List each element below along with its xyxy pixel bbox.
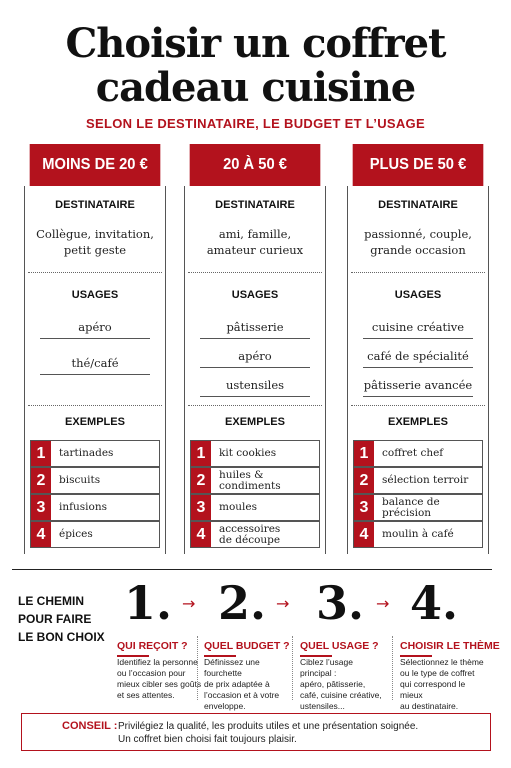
dotted-divider [28,405,162,406]
exemple-text-block [219,470,317,492]
destinataire-line: ami, famille, [218,227,292,241]
step-description-line: et ses attentes. [117,690,175,700]
dotted-divider [351,272,485,273]
step-description-line: l’occasion et à votre [204,690,280,700]
exemple-item [30,494,160,521]
column-border-left [347,186,348,554]
step-description-line: apéro, pâtisserie, [300,679,366,689]
exemple-text [59,441,157,466]
step-description-line: Sélectionnez le thème [400,657,484,667]
budget-column [24,144,166,554]
exemple-item [30,521,160,548]
exemple-item [190,494,320,521]
usage-item: pâtisserie avancée [363,378,473,397]
exemple-line: épices [59,528,93,540]
exemple-item [190,440,320,467]
column-border-left [184,186,185,554]
exemple-text-block [219,448,276,459]
step-description [400,657,486,712]
exemple-text [382,468,480,493]
dotted-divider [188,405,322,406]
destinataire-text [28,226,162,258]
exemple-text-block [59,448,113,459]
destinataire-label: DESTINATAIRE [55,199,135,211]
usage-item: thé/café [40,356,150,375]
step-number: 2. [217,576,267,630]
exemple-text [219,441,317,466]
column-header: PLUS DE 50 € [353,144,484,186]
destinataire-text [351,226,485,258]
exemple-number: 2 [31,468,51,493]
usage-item: ustensiles [200,378,310,397]
exemple-text-block [382,475,468,486]
column-header: 20 À 50 € [190,144,321,186]
destinataire-label: DESTINATAIRE [215,199,295,211]
chemin-line2: POUR FAIRE [18,612,92,626]
usage-item: pâtisserie [200,320,310,339]
exemple-text [382,441,480,466]
exemple-number: 3 [354,495,374,520]
destinataire-line: amateur curieux [206,243,304,257]
step-title: QUI REÇOIT ? [117,640,188,652]
page-title-line1: Choisir un coffret [65,20,446,67]
exemple-text [382,495,480,520]
usages-label: USAGES [394,289,442,301]
exemples-label: EXEMPLES [225,416,285,428]
page-title-line2: cadeau cuisine [95,64,416,111]
exemple-line: sélection terroir [382,474,469,486]
column-border-right [488,186,489,554]
exemple-text [382,522,480,547]
usage-item: apéro [200,349,310,368]
step-description-line: café, cuisine créative, [300,690,382,700]
exemple-text-block [59,529,93,540]
dotted-divider [28,272,162,273]
step-number: 4. [409,576,459,630]
chemin-heading [18,592,108,646]
exemple-item [30,467,160,494]
exemple-number: 1 [191,441,211,466]
exemple-text [219,468,317,493]
exemple-number: 3 [191,495,211,520]
step-number: 1. [123,576,173,630]
exemple-text-block [382,529,454,540]
exemple-text [219,522,317,547]
exemple-text-block [59,502,107,513]
step-description-line: Définissez une fourchette [204,657,260,678]
step-description-line: Identifiez la personne [117,657,198,667]
step-description [117,657,203,701]
step-description-line: ou l’occasion pour [117,668,186,678]
exemple-text-block [219,502,257,513]
exemple-item [353,467,483,494]
column-header: MOINS DE 20 € [30,144,161,186]
exemple-number: 4 [191,522,211,547]
step-description-line: Ciblez l’usage principal : [300,657,353,678]
exemple-line: huiles & condiments [219,468,281,492]
step-description [300,657,386,712]
exemple-item [190,467,320,494]
step-description [204,657,290,712]
budget-column [347,144,489,554]
usages-label: USAGES [231,289,279,301]
step-number: 3. [315,576,365,630]
exemple-text-block [219,524,280,546]
exemple-item [30,440,160,467]
exemple-line: moulin à café [382,528,454,540]
exemple-text-block [382,497,480,519]
exemple-line: biscuits [59,474,101,486]
dotted-divider [188,272,322,273]
exemple-number: 1 [354,441,374,466]
usage-item: apéro [40,320,150,339]
exemple-text [219,495,317,520]
dotted-divider [351,405,485,406]
exemple-number: 1 [31,441,51,466]
step-description-line: ustensiles... [300,701,345,711]
step-title: CHOISIR LE THÈME [400,640,500,652]
conseil-label: CONSEIL : [62,720,118,732]
step-description-line: qui correspond le mieux [400,679,466,700]
column-border-left [24,186,25,554]
exemple-text-block [59,475,100,486]
page-subtitle: SELON LE DESTINATAIRE, LE BUDGET ET L’USAGE [86,116,425,131]
chemin-line3: LE BON CHOIX [18,630,105,644]
arrow-right-icon: → [376,594,390,613]
exemple-item [353,521,483,548]
destinataire-text [188,226,322,258]
step-description-line: ou le type de coffret [400,668,475,678]
conseil-text [118,720,486,746]
exemple-text-block [382,448,443,459]
step-title: QUEL BUDGET ? [204,640,290,652]
exemple-line: moules [219,501,258,513]
exemple-number: 4 [31,522,51,547]
step-separator [197,636,198,700]
step-title: QUEL USAGE ? [300,640,379,652]
exemple-line: coffret chef [382,447,444,459]
exemple-number: 3 [31,495,51,520]
destinataire-label: DESTINATAIRE [378,199,458,211]
destinataire-line: grande occasion [370,243,466,257]
section-divider [12,569,492,570]
exemple-number: 2 [191,468,211,493]
column-border-right [325,186,326,554]
exemple-text [59,495,157,520]
conseil-line1: Privilégiez la qualité, les produits utiles et une présentation soignée. [118,721,419,732]
exemple-item [353,494,483,521]
exemple-text [59,468,157,493]
arrow-right-icon: → [182,594,196,613]
exemple-number: 4 [354,522,374,547]
budget-column [184,144,326,554]
exemple-line: de découpe [219,533,281,546]
destinataire-line: petit geste [63,243,127,257]
exemples-label: EXEMPLES [65,416,125,428]
exemple-line: infusions [59,501,107,513]
usage-item: café de spécialité [363,349,473,368]
exemple-line: kit cookies [219,447,277,459]
exemple-line: accessoires [219,522,281,535]
chemin-line1: LE CHEMIN [18,594,84,608]
arrow-right-icon: → [276,594,290,613]
step-description-line: de prix adaptée à [204,679,270,689]
exemple-item [190,521,320,548]
exemple-number: 2 [354,468,374,493]
step-separator [292,636,293,700]
column-border-right [165,186,166,554]
step-description-line: mieux cibler ses goûts [117,679,202,689]
conseil-box [21,713,491,751]
conseil-line2: Un coffret bien choisi fait toujours plaisir. [118,734,297,745]
step-description-line: enveloppe. [204,701,246,711]
destinataire-line: Collègue, invitation, [36,227,154,241]
exemple-line: tartinades [59,447,114,459]
exemple-text [59,522,157,547]
exemple-item [353,440,483,467]
usage-item: cuisine créative [363,320,473,339]
step-description-line: au destinataire. [400,701,459,711]
usages-label: USAGES [71,289,119,301]
exemple-line: balance de précision [382,495,440,519]
exemples-label: EXEMPLES [388,416,448,428]
destinataire-line: passionné, couple, [364,227,472,241]
step-separator [392,636,393,700]
